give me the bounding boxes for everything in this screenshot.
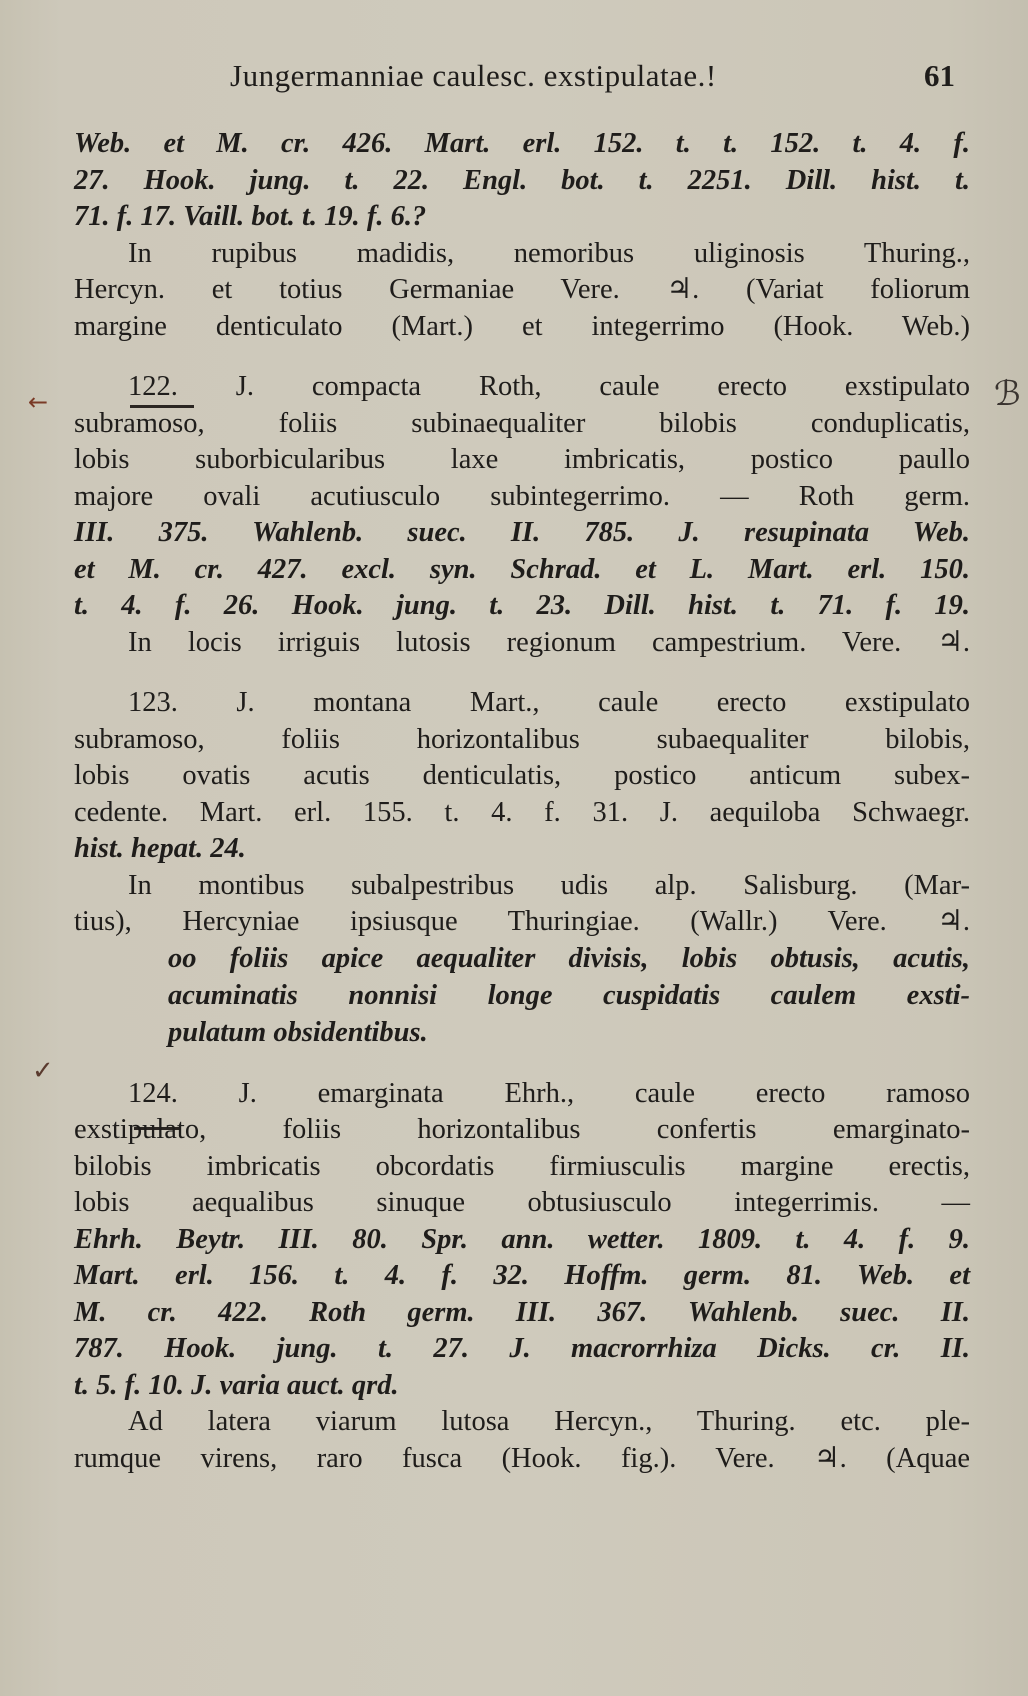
text-line: hist. hepat. 24. [74, 833, 246, 864]
page-number: 61 [924, 58, 955, 93]
entry-heading: 124. J. emarginata Ehrh., caule erecto ramoso [128, 1077, 970, 1109]
text-line: III. 375. Wahlenb. suec. II. 785. J. resupinata Web. [74, 517, 970, 548]
spacer [74, 1052, 970, 1076]
text-line: margine denticulato (Mart.) et integerrimo (Hook. Web.) [74, 310, 970, 342]
running-title: Jungermanniae caulesc. exstipulatae.! [230, 58, 717, 93]
text-line: t. 4. f. 26. Hook. jung. t. 23. Dill. hist. t. 71. f. 19. [74, 590, 970, 621]
habitat-line: In locis irriguis lutosis regionum campestrium. Vere. ♃. [128, 626, 970, 658]
text-line: lobis suborbicularibus laxe imbricatis, postico paullo [74, 444, 970, 475]
text-line: t. 5. f. 10. J. varia auct. qrd. [74, 1369, 399, 1401]
text-line: 27. Hook. jung. t. 22. Engl. bot. t. 2251. Dill. hist. t. [74, 164, 970, 196]
text-line: Ehrh. Beytr. III. 80. Spr. ann. wetter. 1809. t. 4. f. 9. [74, 1223, 970, 1255]
text-line: lobis ovatis acutis denticulatis, postico anticum subex- [74, 760, 970, 791]
page-body [74, 126, 970, 1477]
text-line: et M. cr. 427. excl. syn. Schrad. et L. Mart. erl. 150. [74, 553, 970, 585]
text-line: cedente. Mart. erl. 155. t. 4. f. 31. J. aequiloba Schwaegr. [74, 796, 970, 828]
text-line: Mart. erl. 156. t. 4. f. 32. Hoffm. germ. 81. Web. et [74, 1260, 970, 1291]
text-line: In rupibus madidis, nemoribus uliginosis Thuring., [128, 237, 970, 269]
entry-heading: 122. J. compacta Roth, caule erecto exstipulato [128, 371, 970, 402]
text-line: subramoso, foliis subinaequaliter bilobis conduplicatis, [74, 407, 970, 439]
text-line: Hercyn. et totius Germaniae Vere. ♃. (Variat foliorum [74, 274, 970, 305]
text-line: M. cr. 422. Roth germ. III. 367. Wahlenb. suec. II. [74, 1296, 970, 1328]
spacer [74, 661, 970, 685]
subsection-heading [74, 941, 970, 1052]
species-entry-122 [74, 369, 970, 661]
margin-letter-mark: ℬ [994, 374, 1021, 414]
text-line: 71. f. 17. Vaill. bot. t. 19. f. 6.? [74, 201, 427, 232]
text-line: 787. Hook. jung. t. 27. J. macrorrhiza Dicks. cr. II. [74, 1333, 970, 1364]
text-line: lobis aequalibus sinuque obtusiusculo integerrimis. — [74, 1187, 970, 1218]
habitat-line: Ad latera viarum lutosa Hercyn., Thuring. etc. ple- [128, 1406, 970, 1437]
text-line: pulatum obsidentibus. [168, 1016, 428, 1048]
spacer [74, 345, 970, 369]
previous-entry-continuation [74, 126, 970, 345]
text-line: majore ovali acutiusculo subintegerrimo. — Roth germ. [74, 480, 970, 512]
text-line: exstipulato, foliis horizontalibus confertis emarginato- [74, 1114, 970, 1145]
habitat-line: tius), Hercyniae ipsiusque Thuringiae. (Wallr.) Vere. ♃. [74, 906, 970, 937]
text-line: bilobis imbricatis obcordatis firmiusculis margine erectis, [74, 1150, 970, 1182]
species-entry-123 [74, 685, 970, 941]
entry-heading: 123. J. montana Mart., caule erecto exstipulato [128, 687, 970, 718]
text-line: subramoso, foliis horizontalibus subaequaliter bilobis, [74, 723, 970, 755]
species-entry-124 [74, 1076, 970, 1478]
text-line: oo foliis apice aequaliter divisis, lobis obtusis, acutis, [168, 942, 970, 974]
margin-arrow-mark: ← [28, 388, 49, 416]
habitat-line: rumque virens, raro fusca (Hook. fig.). Vere. ♃. (Aquae [74, 1442, 970, 1474]
habitat-line: In montibus subalpestribus udis alp. Salisburg. (Mar- [128, 869, 970, 901]
margin-check-mark: ✓ [32, 1056, 54, 1086]
text-line: Web. et M. cr. 426. Mart. erl. 152. t. t. 152. t. 4. f. [74, 128, 970, 159]
text-line: acuminatis nonnisi longe cuspidatis caulem exsti- [168, 979, 970, 1011]
page-header [0, 58, 1028, 102]
